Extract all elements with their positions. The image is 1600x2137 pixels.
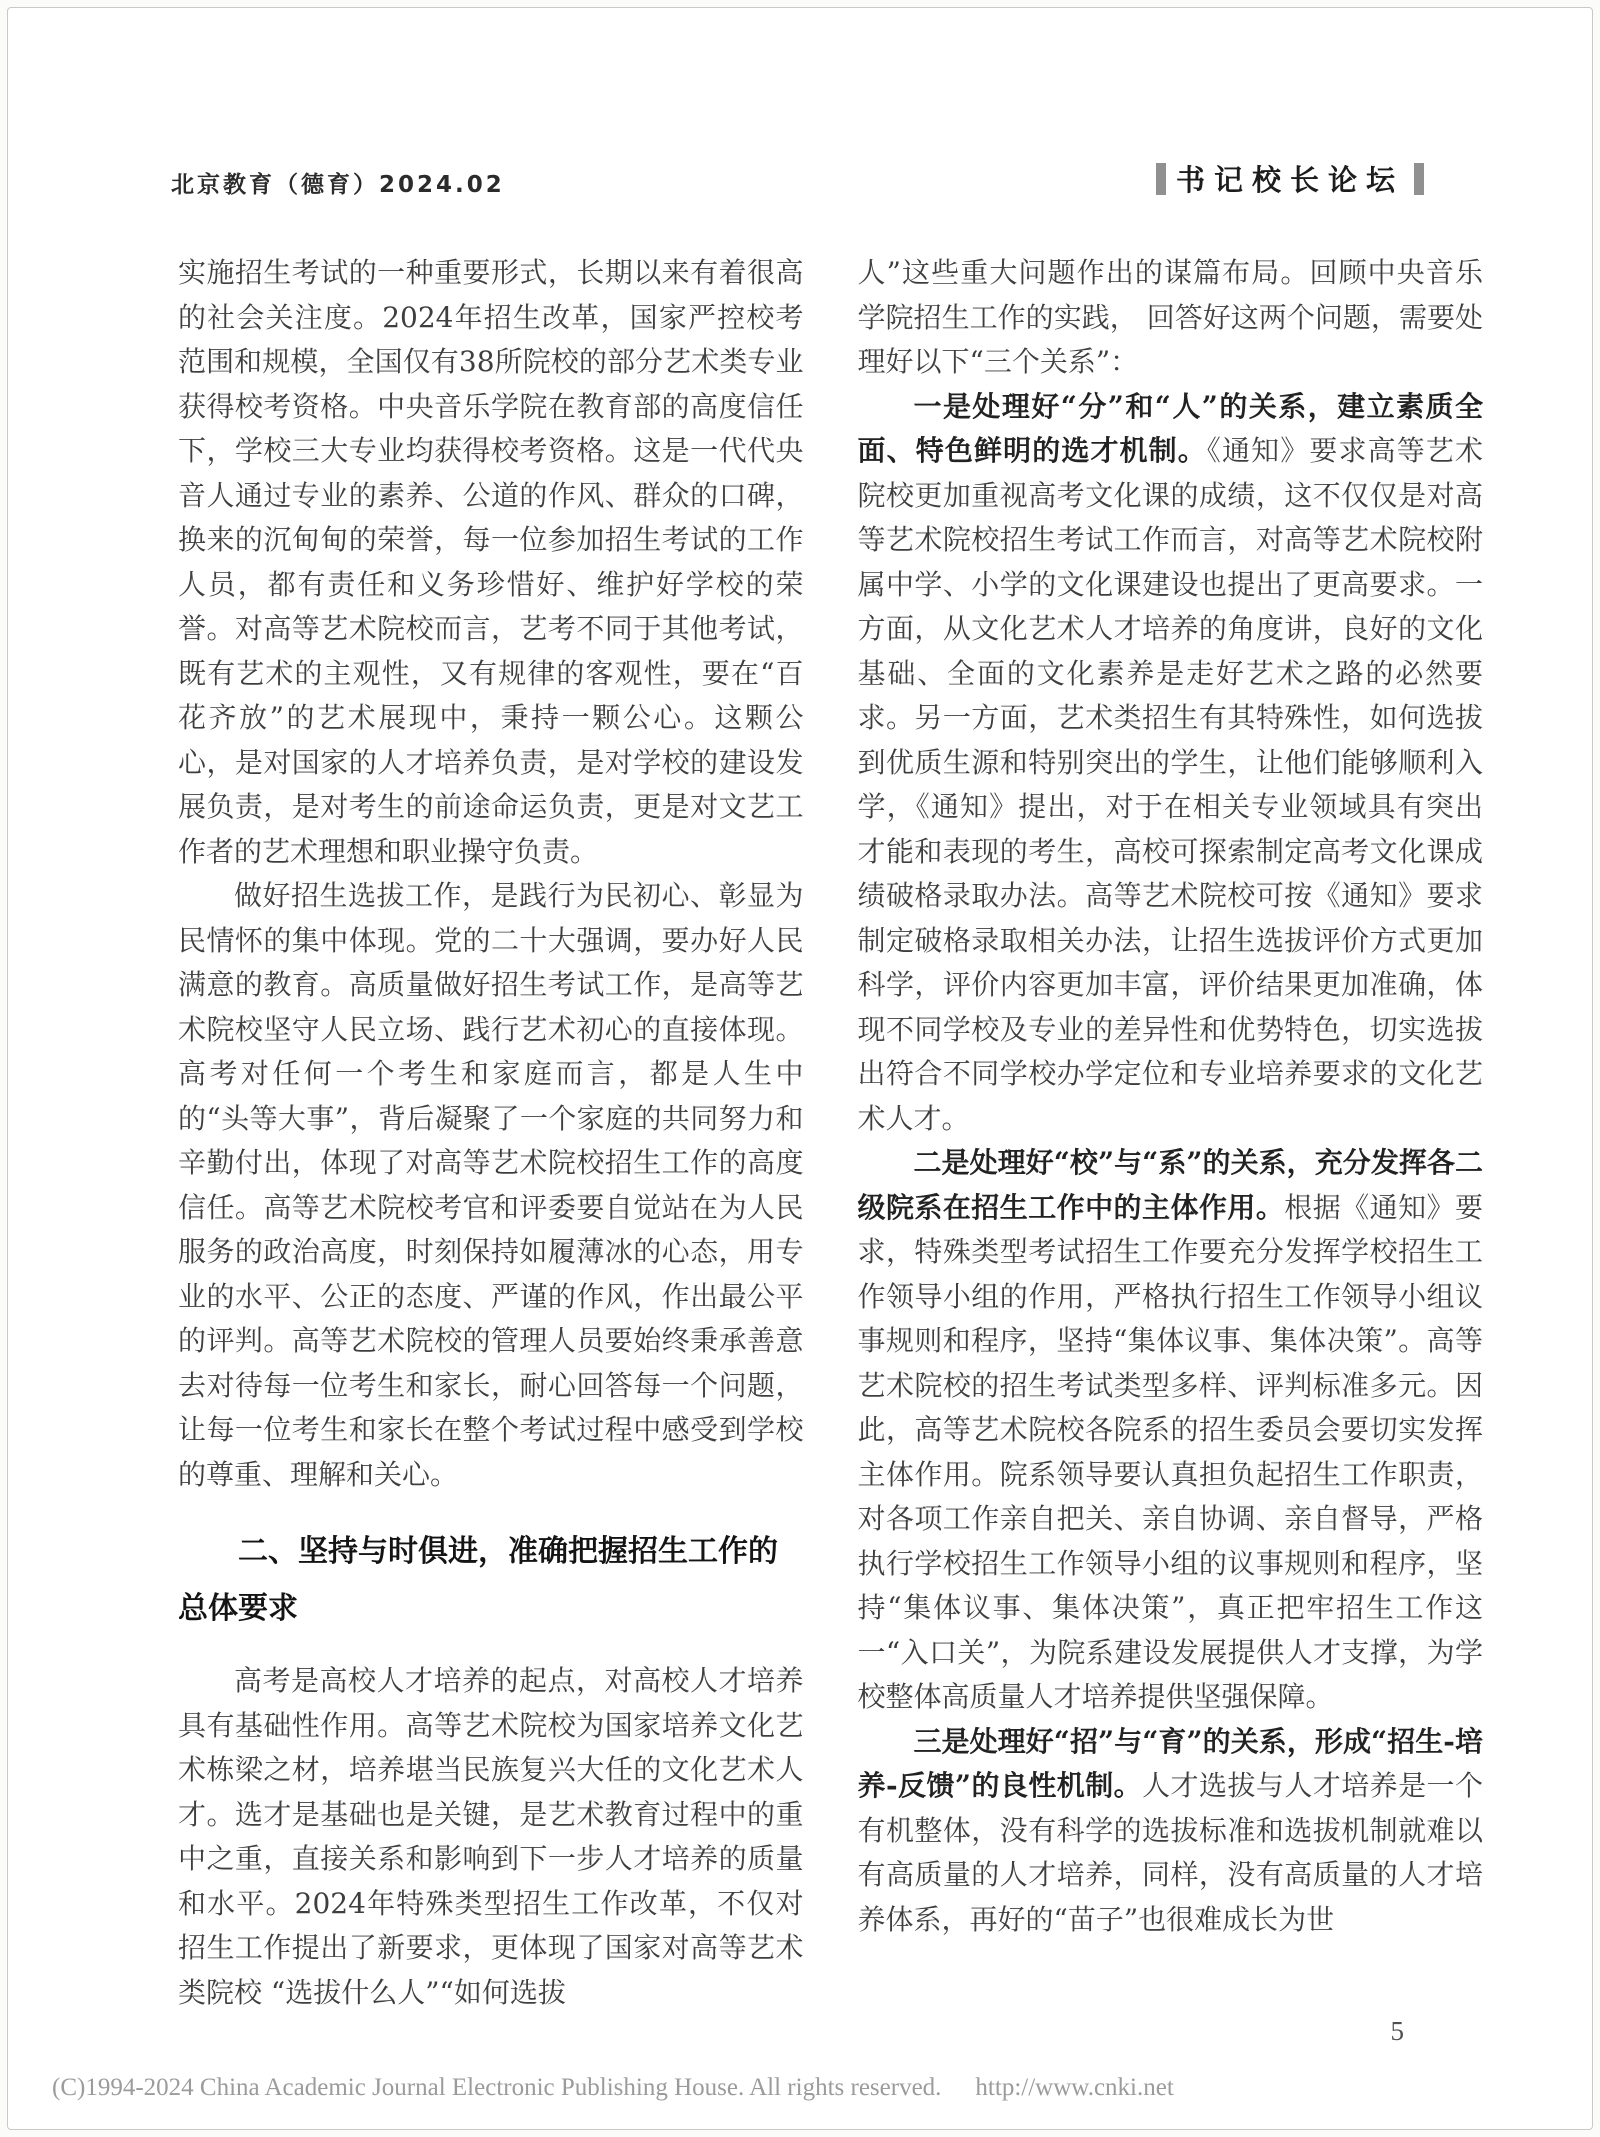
left-column	[178, 251, 804, 2015]
paragraph-continuation: 人”这些重大问题作出的谋篇布局。回顾中央音乐学院招生工作的实践， 回答好这两个问题，需要处理好以下“三个关系”：	[857, 256, 1483, 378]
paragraph	[858, 1720, 1484, 1943]
column-banner	[1156, 158, 1424, 199]
paragraph-text: 《通知》要求高等艺术院校更加重视高考文化课的成绩，这不仅仅是对高等艺术院校招生考试工作而言，对高等艺术院校附属中学、小学的文化课建设也提出了更高要求。一方面，从文化艺术人才培养的角度讲，良好的文化基础、全面的文化素养是走好艺术之路的必然要求。另一方面，艺术类招生有其特殊性，如何选拔到优质生源和特别突出的学生，让他们能够顺利入学，《通知》提出，对于在相关专业领域具有突出才能和表现的考生，高校可探索制定高考文化课成绩破格录取办法。高等艺术院校可按《通知》要求制定破格录取相关办法，让招生选拔评价方式更加科学，评价内容更加丰富，评价结果更加准确，体现不同学校及专业的差异性和优势特色，切实选拔出符合不同学校办学定位和专业培养要求的文化艺术人才。	[857, 434, 1483, 1135]
banner-right-bar	[1414, 163, 1424, 195]
journal-issue-label: 北京教育（德育）2024.02	[171, 172, 505, 198]
copyright-line	[52, 2074, 1174, 2102]
paragraph: 做好招生选拔工作，是践行为民初心、彰显为民情怀的集中体现。党的二十大强调，要办好人民满意的教育。高质量做好招生考试工作，是高等艺术院校坚守人民立场、践行艺术初心的直接体现。高考对任何一个考生和家庭而言，都是人生中的“头等大事”，背后凝聚了一个家庭的共同努力和辛勤付出，体现了对高等艺术院校招生工作的高度信任。高等艺术院校考官和评委要自觉站在为人民服务的政治高度，时刻保持如履薄冰的心态，用专业的水平、公正的态度、严谨的作风，作出最公平的评判。高等艺术院校的管理人员要始终秉承善意去对待每一位考生和家长，耐心回答每一个问题，让每一位考生和家长在整个考试过程中感受到学校的尊重、理解和关心。	[178, 879, 804, 1491]
bold-lead-sentence: 一是处理好“分”和“人”的关系，建立素质全面、特色鲜明的选才机制。	[857, 389, 1483, 467]
section-heading: 二、坚持与时俱进，准确把握招生工作的总体要求	[178, 1534, 778, 1626]
right-column	[858, 251, 1484, 2015]
article-body	[178, 251, 1483, 2015]
paragraph	[858, 1141, 1484, 1720]
paragraph: 高考是高校人才培养的起点，对高校人才培养具有基础性作用。高等艺术院校为国家培养文化艺术栋梁之材，培养堪当民族复兴大任的文化艺术人才。选才是基础也是关键，是艺术教育过程中的重中之重，直接关系和影响到下一步人才培养的质量和水平。2024年特殊类型招生工作改革，不仅对招生工作提出了新要求，更体现了国家对高等艺术类院校 “选拔什么人”“如何选拔	[178, 1664, 804, 2009]
paragraph-continuation: 实施招生考试的一种重要形式，长期以来有着很高的社会关注度。2024年招生改革，国家严控校考范围和规模，全国仅有38所院校的部分艺术类专业获得校考资格。中央音乐学院在教育部的高度信任下，学校三大专业均获得校考资格。这是一代代央音人通过专业的素养、公道的作风、群众的口碑，换来的沉甸甸的荣誉，每一位参加招生考试的工作人员，都有责任和义务珍惜好、维护好学校的荣誉。对高等艺术院校而言，艺考不同于其他考试，既有艺术的主观性，又有规律的客观性，要在“百花齐放”的艺术展现中，秉持一颗公心。这颗公心，是对国家的人才培养负责，是对学校的建设发展负责，是对考生的前途命运负责，更是对文艺工作者的艺术理想和职业操守负责。	[178, 256, 804, 868]
paragraph-text: 人才选拔与人才培养是一个有机整体，没有科学的选拔标准和选拔机制就难以有高质量的人才培养，同样，没有高质量的人才培养体系，再好的“苗子”也很难成长为世	[857, 1769, 1483, 1936]
cnki-url: http://www.cnki.net	[975, 2074, 1174, 2101]
bold-lead-sentence: 二是处理好“校”与“系”的关系，充分发挥各二级院系在招生工作中的主体作用。	[857, 1146, 1483, 1224]
paragraph	[858, 385, 1484, 1142]
banner-left-bar	[1156, 163, 1166, 195]
column-banner-label: 书记校长论坛	[1175, 163, 1404, 197]
page-number: 5	[1390, 2016, 1404, 2046]
paragraph-text: 根据《通知》要求，特殊类型考试招生工作要充分发挥学校招生工作领导小组的作用，严格执行招生工作领导小组议事规则和程序，坚持“集体议事、集体决策”。高等艺术院校的招生考试类型多样、评判标准多元。因此，高等艺术院校各院系的招生委员会要切实发挥主体作用。院系领导要认真担负起招生工作职责，对各项工作亲自把关、亲自协调、亲自督导，严格执行学校招生工作领导小组的议事规则和程序，坚持“集体议事、集体决策”，真正把牢招生工作这一“入口关”，为院系建设发展提供人才支撑，为学校整体高质量人才培养提供坚强保障。	[857, 1190, 1483, 1713]
copyright-text: (C)1994-2024 China Academic Journal Electronic Publishing House. All rights reserved.	[52, 2074, 942, 2101]
bold-lead-sentence: 三是处理好“招”与“育”的关系，形成“招生-培养-反馈”的良性机制。	[857, 1724, 1483, 1802]
journal-page	[7, 7, 1593, 2130]
